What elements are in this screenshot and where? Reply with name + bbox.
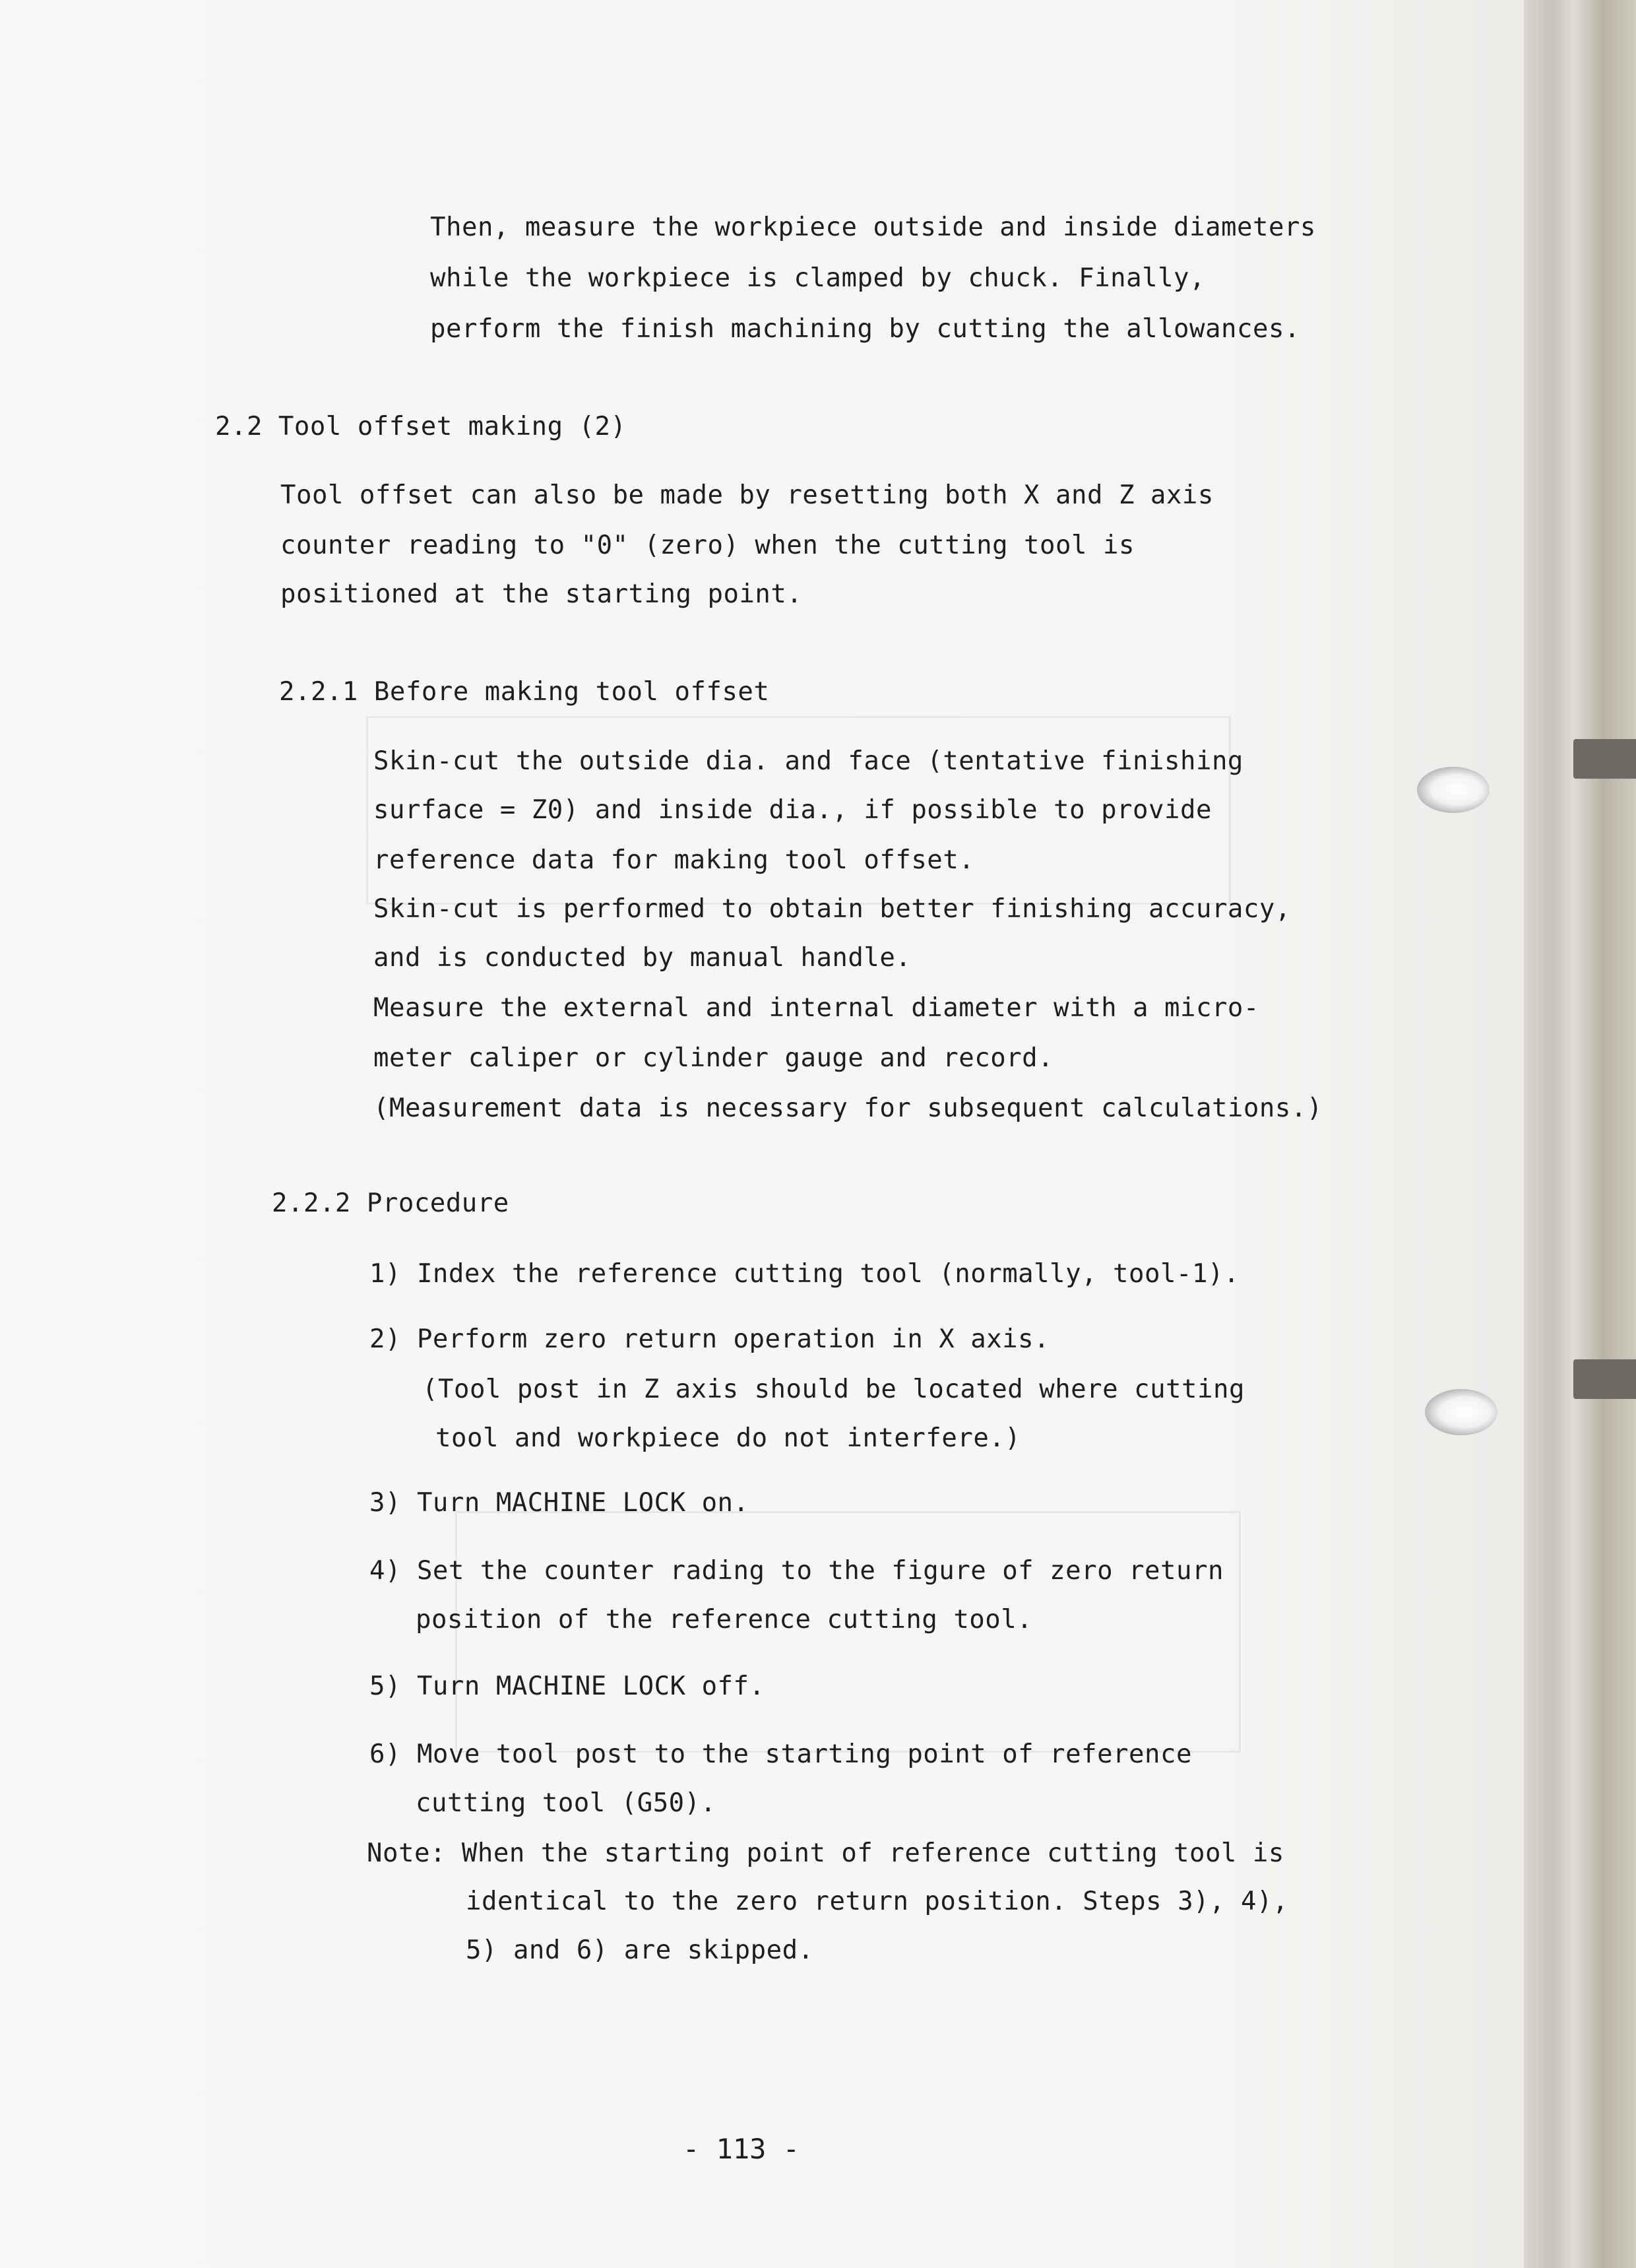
procedure-step: 3) Turn MACHINE LOCK on. <box>369 1488 749 1518</box>
note-line: Note: When the starting point of reference cutting tool is <box>367 1838 1284 1868</box>
procedure-step-detail: position of the reference cutting tool. <box>416 1605 1033 1635</box>
subsection-text-line: reference data for making tool offset. <box>373 845 975 875</box>
procedure-step: 4) Set the counter rading to the figure of zero return <box>369 1556 1224 1586</box>
binder-tab <box>1573 739 1636 779</box>
procedure-step-detail: (Tool post in Z axis should be located where cutting <box>422 1375 1245 1404</box>
procedure-step-detail: cutting tool (G50). <box>416 1788 716 1818</box>
procedure-step-detail: tool and workpiece do not interfere.) <box>435 1423 1021 1453</box>
subsection-text-line: Skin-cut is performed to obtain better finishing accuracy, <box>373 894 1291 924</box>
section-paragraph-line: counter reading to "0" (zero) when the cutting tool is <box>280 531 1135 560</box>
subsection-text-line: Skin-cut the outside dia. and face (tentative finishing <box>373 746 1243 776</box>
procedure-step: 1) Index the reference cutting tool (normally, tool-1). <box>369 1259 1240 1289</box>
punch-hole <box>1425 1389 1497 1435</box>
procedure-step: 6) Move tool post to the starting point of reference <box>369 1739 1192 1769</box>
subsection-heading: 2.2.2 Procedure <box>272 1188 509 1218</box>
procedure-step: 5) Turn MACHINE LOCK off. <box>369 1671 765 1701</box>
subsection-text-line: surface = Z0) and inside dia., if possible to provide <box>373 795 1212 825</box>
punch-hole <box>1417 767 1490 813</box>
subsection-heading: 2.2.1 Before making tool offset <box>279 677 770 707</box>
subsection-text-line: and is conducted by manual handle. <box>373 943 912 973</box>
intro-line: Then, measure the workpiece outside and inside diameters <box>430 212 1316 242</box>
note-line: 5) and 6) are skipped. <box>466 1935 814 1965</box>
section-paragraph-line: Tool offset can also be made by resetting both X and Z axis <box>280 480 1214 510</box>
intro-line: perform the finish machining by cutting the allowances. <box>430 314 1300 344</box>
section-heading: 2.2 Tool offset making (2) <box>215 412 627 441</box>
subsection-text-line: Measure the external and internal diameter with a micro- <box>373 993 1259 1023</box>
binder-tab <box>1573 1359 1636 1399</box>
procedure-step: 2) Perform zero return operation in X axis. <box>369 1324 1050 1354</box>
page-number: - 113 - <box>683 2133 800 2165</box>
section-paragraph-line: positioned at the starting point. <box>280 579 803 609</box>
note-line: identical to the zero return position. Steps 3), 4), <box>466 1887 1288 1916</box>
intro-line: while the workpiece is clamped by chuck. Finally, <box>430 263 1206 293</box>
subsection-text-line: meter caliper or cylinder gauge and record. <box>373 1043 1054 1073</box>
subsection-text-line: (Measurement data is necessary for subsequent calculations.) <box>373 1093 1323 1123</box>
binding-edge <box>1524 0 1636 2268</box>
